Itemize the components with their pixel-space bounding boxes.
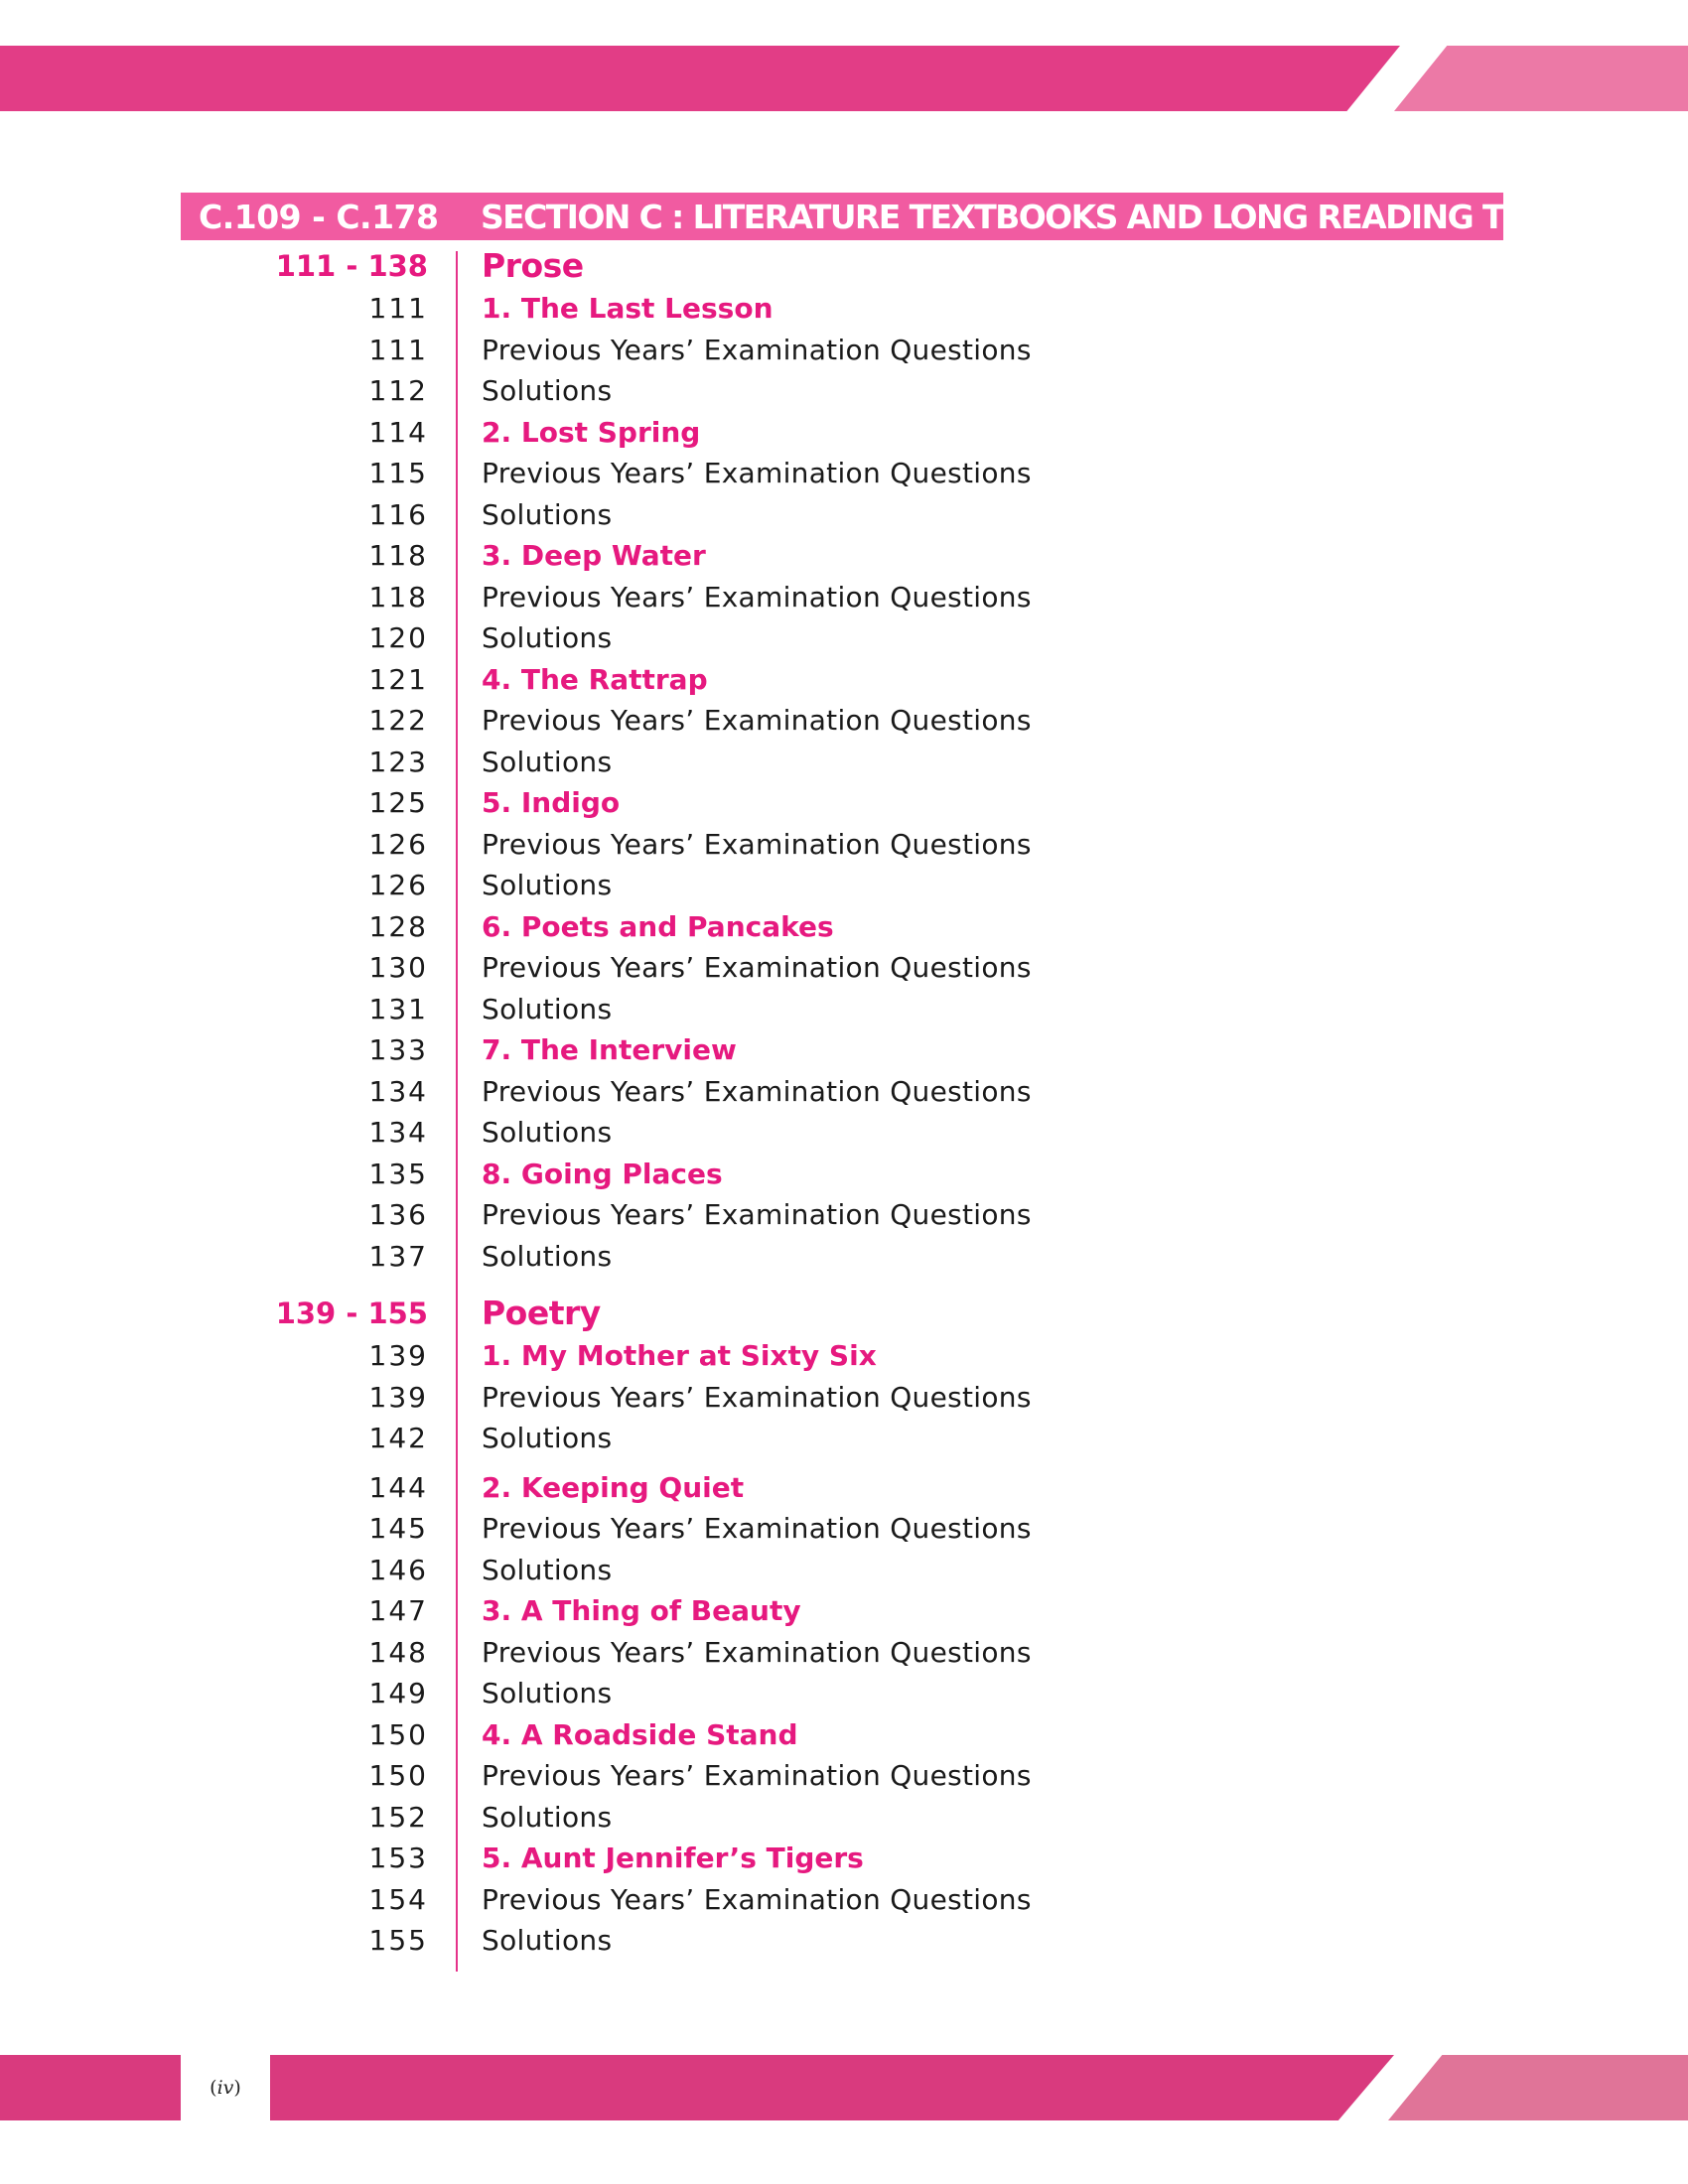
poetry-entries [0, 1335, 1688, 1962]
toc-chapter-entry[interactable] [0, 1335, 1688, 1377]
toc-entry-title: Solutions [482, 869, 613, 901]
toc-page-number: 142 [368, 1422, 428, 1454]
toc-page-number: 123 [368, 745, 428, 778]
toc-page-number: 130 [368, 951, 428, 984]
toc-entry[interactable] [0, 742, 1688, 783]
toc-page-number: 122 [368, 704, 428, 737]
toc-chapter-entry[interactable] [0, 1029, 1688, 1071]
header-band [0, 46, 1400, 111]
toc-entry[interactable] [0, 1236, 1688, 1278]
toc-page-number: 152 [368, 1800, 428, 1834]
toc-chapter-entry[interactable] [0, 1838, 1688, 1879]
toc-page-number: 118 [368, 580, 428, 614]
toc-page-number: 155 [368, 1924, 428, 1957]
toc-entry-title: Previous Years’ Examination Questions [482, 951, 1032, 984]
header-band-tail [1394, 46, 1688, 111]
toc-entry-title: Previous Years’ Examination Questions [482, 1635, 1032, 1669]
toc-page-number: 133 [368, 1033, 428, 1066]
toc-entry[interactable] [0, 330, 1688, 371]
toc-page-number: 115 [368, 457, 428, 489]
toc-chapter-entry[interactable] [0, 1467, 1688, 1509]
toc-page-number: 150 [368, 1759, 428, 1792]
toc-page-number: 137 [368, 1239, 428, 1273]
toc-entry[interactable] [0, 577, 1688, 618]
toc-chapter-title: 3. A Thing of Beauty [482, 1594, 801, 1627]
toc-entry-title: Solutions [482, 1677, 613, 1709]
toc-page-number: 147 [368, 1594, 428, 1627]
toc-entry-title: Previous Years’ Examination Questions [482, 1198, 1032, 1231]
toc-page-number: 111 [368, 333, 428, 366]
toc-entry-title: Previous Years’ Examination Questions [482, 827, 1032, 861]
toc-entry-title: Solutions [482, 1422, 613, 1454]
toc-page-number: 144 [368, 1470, 428, 1504]
toc-entry-title: Previous Years’ Examination Questions [482, 1882, 1032, 1916]
toc-entry[interactable] [0, 1418, 1688, 1459]
toc-chapter-title: 8. Going Places [482, 1157, 723, 1190]
folio-number: iv [216, 2077, 234, 2099]
toc-entry[interactable] [0, 1071, 1688, 1113]
toc-chapter-title: 2. Keeping Quiet [482, 1470, 745, 1504]
toc-entry[interactable] [0, 1632, 1688, 1674]
toc-page-number: 136 [368, 1198, 428, 1231]
toc-chapter-title: 5. Indigo [482, 786, 621, 819]
toc-entry[interactable] [0, 617, 1688, 659]
toc-chapter-entry[interactable] [0, 535, 1688, 577]
toc-chapter-title: 4. A Roadside Stand [482, 1717, 798, 1751]
toc-entry-title: Previous Years’ Examination Questions [482, 333, 1032, 366]
toc-chapter-title: 5. Aunt Jennifer’s Tigers [482, 1842, 864, 1874]
prose-entries [0, 288, 1688, 1277]
toc-entry[interactable] [0, 1673, 1688, 1714]
page-folio: ( iv ) [181, 2051, 270, 2124]
toc-page-number: 111 [368, 292, 428, 325]
prose-page-range: 111 - 138 [275, 249, 428, 283]
toc-page-number: 135 [368, 1157, 428, 1190]
toc-entry-title: Solutions [482, 621, 613, 654]
toc-entry[interactable] [0, 1879, 1688, 1921]
toc-entry-title: Previous Years’ Examination Questions [482, 1759, 1032, 1792]
toc-page-number: 154 [368, 1882, 428, 1916]
prose-title: Prose [482, 246, 584, 285]
toc-entry-title: Solutions [482, 745, 613, 778]
toc-entry-title: Solutions [482, 1239, 613, 1273]
toc-chapter-title: 3. Deep Water [482, 539, 706, 572]
toc-chapter-title: 7. The Interview [482, 1033, 737, 1066]
toc-page-number: 149 [368, 1677, 428, 1709]
toc-entry[interactable] [0, 1755, 1688, 1797]
toc-entry-title: Solutions [482, 497, 613, 531]
section-header [181, 193, 1569, 240]
toc-entry-title: Previous Years’ Examination Questions [482, 457, 1032, 489]
toc-page-number: 146 [368, 1553, 428, 1586]
toc-entry-title: Previous Years’ Examination Questions [482, 580, 1032, 614]
toc-entry-title: Previous Years’ Examination Questions [482, 1074, 1032, 1108]
toc-entry[interactable] [0, 494, 1688, 536]
toc-chapter-entry[interactable] [0, 659, 1688, 701]
toc-entry-title: Solutions [482, 1116, 613, 1149]
toc-entry[interactable] [0, 1508, 1688, 1550]
toc-page-number: 145 [368, 1512, 428, 1545]
toc-chapter-entry[interactable] [0, 782, 1688, 824]
toc-page-number: 126 [368, 869, 428, 901]
poetry-title: Poetry [482, 1294, 601, 1332]
toc-entry-title: Solutions [482, 1924, 613, 1957]
toc-entry-title: Solutions [482, 992, 613, 1025]
footer-band-tail [1388, 2055, 1688, 2120]
poetry-page-range: 139 - 155 [275, 1297, 428, 1330]
toc-entry[interactable] [0, 1550, 1688, 1591]
toc-entry[interactable] [0, 1377, 1688, 1419]
toc-chapter-entry[interactable] [0, 1714, 1688, 1756]
toc-page-number: 150 [368, 1717, 428, 1751]
toc-page-number: 120 [368, 621, 428, 654]
toc-chapter-title: 2. Lost Spring [482, 415, 701, 449]
toc-entry[interactable] [0, 370, 1688, 412]
toc-chapter-entry[interactable] [0, 288, 1688, 330]
toc-page-number: 128 [368, 909, 428, 943]
toc-page-number: 139 [368, 1380, 428, 1414]
toc-entry-title: Previous Years’ Examination Questions [482, 1512, 1032, 1545]
prose-heading[interactable] [0, 244, 1688, 288]
toc-entry-title: Solutions [482, 1553, 613, 1586]
toc-entry[interactable] [0, 865, 1688, 906]
toc-entry[interactable] [0, 700, 1688, 742]
prose-group [0, 244, 1688, 1277]
toc-page-number: 131 [368, 992, 428, 1025]
toc-page-number: 125 [368, 786, 428, 819]
toc-page-number: 114 [368, 415, 428, 449]
poetry-heading[interactable] [0, 1292, 1688, 1335]
toc-entry[interactable] [0, 1112, 1688, 1154]
toc-page-number: 134 [368, 1116, 428, 1149]
toc-chapter-title: 1. My Mother at Sixty Six [482, 1339, 877, 1372]
toc-page-number: 139 [368, 1339, 428, 1372]
toc-page-number: 112 [368, 374, 428, 407]
toc-entry[interactable] [0, 1797, 1688, 1839]
toc-chapter-entry[interactable] [0, 1154, 1688, 1195]
toc-entry[interactable] [0, 989, 1688, 1030]
toc-entry-title: Previous Years’ Examination Questions [482, 704, 1032, 737]
toc-chapter-entry[interactable] [0, 906, 1688, 948]
toc-chapter-entry[interactable] [0, 412, 1688, 454]
toc-page-number: 118 [368, 539, 428, 572]
section-page-range: C.109 - C.178 [199, 197, 439, 236]
toc-entry[interactable] [0, 453, 1688, 494]
section-title: SECTION C : LITERATURE TEXTBOOKS AND LONG READING TEXT [481, 197, 1569, 236]
toc-entry[interactable] [0, 1194, 1688, 1236]
toc-entry[interactable] [0, 1920, 1688, 1962]
toc-page-number: 153 [368, 1842, 428, 1874]
toc-chapter-entry[interactable] [0, 1590, 1688, 1632]
toc-entry-title: Solutions [482, 1800, 613, 1834]
toc-chapter-title: 1. The Last Lesson [482, 292, 774, 325]
toc-page-number: 116 [368, 497, 428, 531]
toc-page-number: 121 [368, 662, 428, 696]
toc-page-number: 126 [368, 827, 428, 861]
toc-page-number: 134 [368, 1074, 428, 1108]
toc-entry[interactable] [0, 824, 1688, 866]
toc-page-number: 148 [368, 1635, 428, 1669]
toc-entry[interactable] [0, 947, 1688, 989]
toc-chapter-title: 6. Poets and Pancakes [482, 909, 834, 943]
toc-chapter-title: 4. The Rattrap [482, 662, 708, 696]
poetry-group [0, 1292, 1688, 1962]
toc-entry-title: Previous Years’ Examination Questions [482, 1380, 1032, 1414]
toc-entry-title: Solutions [482, 374, 613, 407]
